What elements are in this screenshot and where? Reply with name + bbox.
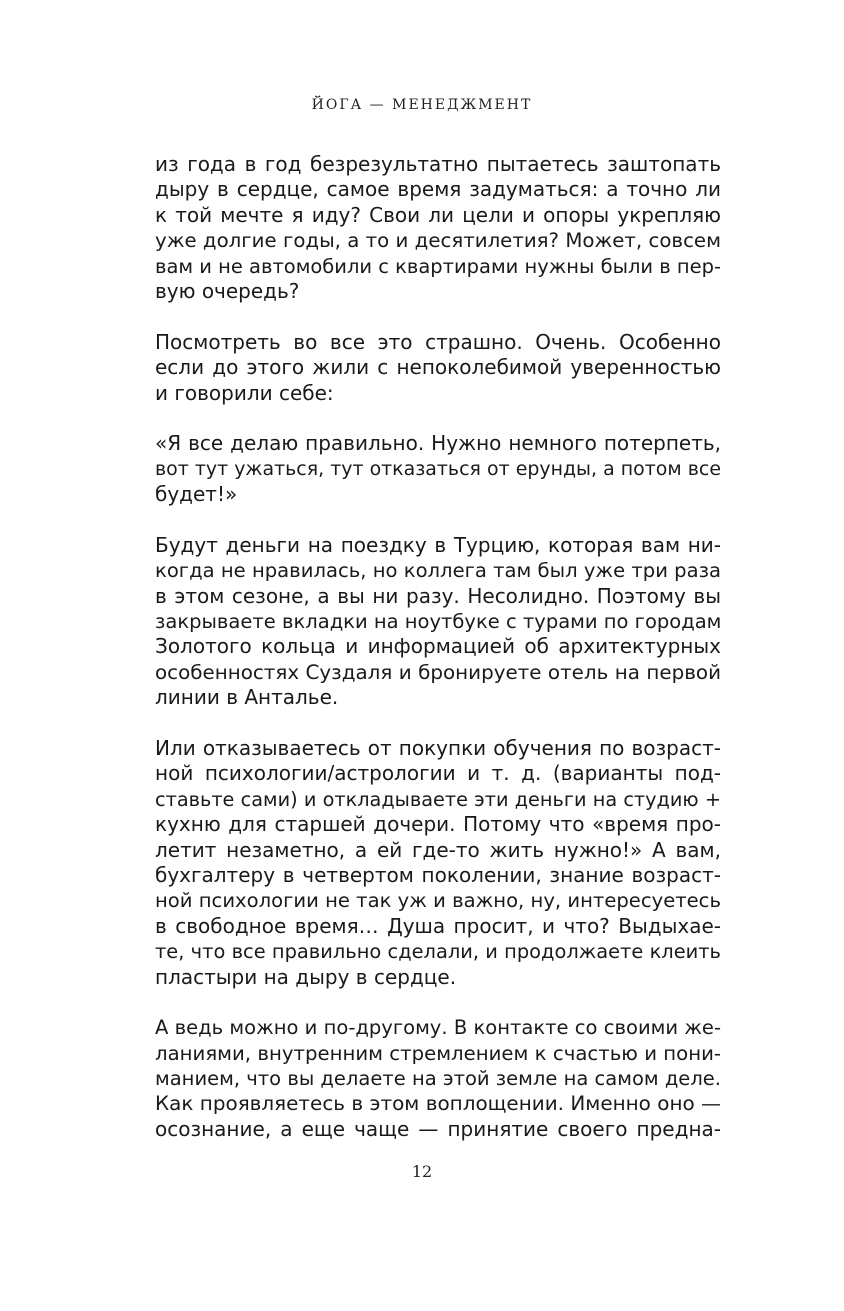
paragraph-3-quote bbox=[155, 431, 721, 507]
text-line: если до этого жили с непоколебимой уверенностью bbox=[155, 355, 721, 380]
body-text bbox=[155, 152, 721, 1168]
running-head: ЙОГА — МЕНЕДЖМЕНТ bbox=[311, 97, 533, 113]
text-line: в этом сезоне, а вы ни разу. Несолидно. Поэтому вы bbox=[155, 583, 721, 608]
text-line: вую очередь? bbox=[155, 278, 300, 303]
text-line: особенностях Суздаля и бронируете отель на первой bbox=[155, 660, 721, 684]
paragraph-5 bbox=[155, 736, 721, 990]
text-line: вот тут ужаться, тут отказаться от ерунды, а потом все bbox=[155, 457, 721, 480]
text-line: дыру в сердце, самое время задуматься: а точно ли bbox=[155, 177, 721, 202]
text-line: закрываете вкладки на ноутбуке с турами по городам bbox=[155, 610, 722, 634]
text-line: будет!» bbox=[155, 482, 238, 507]
text-line: кухню для старшей дочери. Потому что «время про- bbox=[155, 812, 721, 837]
text-line: уже долгие годы, а то и десятилетия? Может, совсем bbox=[155, 229, 721, 253]
text-line: Посмотреть во все это страшно. Очень. Особенно bbox=[155, 329, 721, 354]
text-line: и говорили себе: bbox=[155, 380, 334, 405]
text-line: осознание, а еще чаще — принятие своего предна- bbox=[155, 1116, 721, 1141]
paragraph-2 bbox=[155, 330, 721, 406]
text-line: Как проявляетесь в этом воплощении. Именно оно — bbox=[155, 1091, 721, 1116]
text-line: бухгалтеру в четвертом поколении, знание возраст- bbox=[155, 862, 721, 887]
text-line: в свободное время… Душа просит, и что? Выдыхае- bbox=[155, 913, 721, 938]
text-line: ной психологии не так уж и важно, ну, интересуетесь bbox=[155, 889, 721, 913]
paragraph-6 bbox=[155, 1015, 721, 1142]
text-line: ланиями, внутренним стремлением к счастью и пони- bbox=[155, 1041, 721, 1065]
text-line: из года в год безрезультатно пытаетесь заштопать bbox=[155, 152, 721, 176]
text-line: «Я все делаю правильно. Нужно немного потерпеть, bbox=[155, 431, 721, 456]
text-line: пластыри на дыру в сердце. bbox=[155, 964, 457, 989]
text-line: ставьте сами) и откладываете эти деньги на студию + bbox=[155, 787, 721, 811]
page-number: 12 bbox=[411, 1162, 433, 1181]
text-line: вам и не автомобили с квартирами нужны были в пер- bbox=[155, 254, 721, 278]
text-line: манием, что вы делаете на этой земле на самом деле. bbox=[155, 1067, 721, 1091]
text-line: к той мечте я иду? Свои ли цели и опоры укрепляю bbox=[155, 202, 721, 227]
text-line: линии в Анталье. bbox=[155, 685, 339, 710]
text-line: А ведь можно и по-другому. В контакте со своими же- bbox=[155, 1016, 721, 1040]
paragraph-4 bbox=[155, 533, 721, 711]
text-line: те, что все правильно сделали, и продолжаете клеить bbox=[155, 940, 721, 964]
paragraph-1 bbox=[155, 152, 721, 304]
text-line: летит незаметно, а ей где-то жить нужно!» А вам, bbox=[155, 837, 721, 862]
text-line: Или отказываетесь от покупки обучения по возраст- bbox=[155, 735, 721, 760]
text-line: Золотого кольца и информацией об архитектурных bbox=[155, 634, 721, 659]
text-line: Будут деньги на поездку в Турцию, которая вам ни- bbox=[155, 532, 721, 557]
text-line: когда не нравилась, но коллега там был уже три раза bbox=[155, 559, 721, 583]
text-line: ной психологии/астрологии и т. д. (варианты под- bbox=[155, 761, 721, 786]
